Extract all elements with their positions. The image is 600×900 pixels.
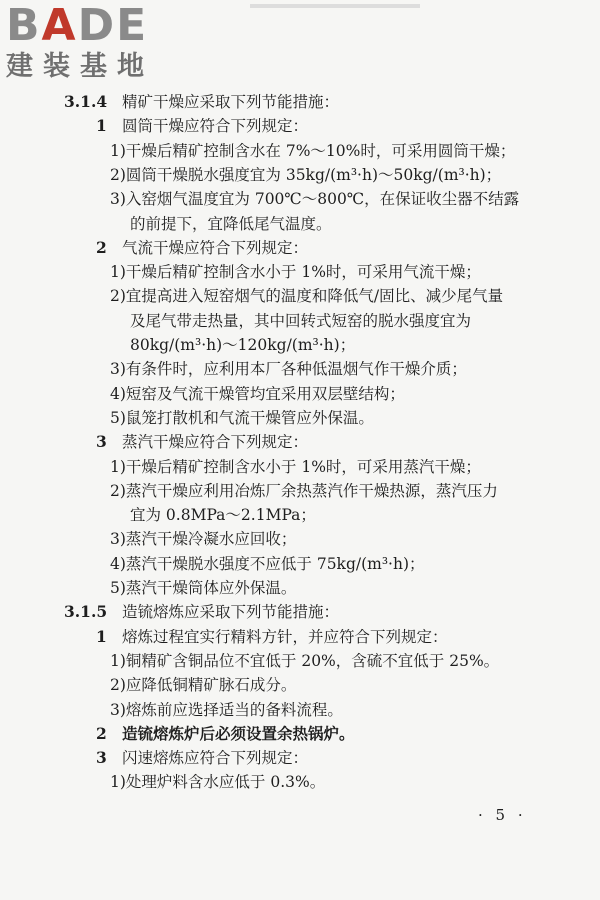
line-number: 1	[96, 116, 107, 136]
subitem-line	[110, 457, 481, 477]
line-text: 4)蒸汽干燥脱水强度不应低于 75kg/(m³·h)；	[110, 554, 425, 573]
line-text: 造锍熔炼应采取下列节能措施：	[122, 603, 340, 622]
header-rule	[250, 4, 420, 8]
line-text: 1)干燥后精矿控制含水在 7%～10%时，可采用圆筒干燥；	[110, 141, 516, 160]
line-number: 3	[96, 748, 107, 768]
line-number: 3.1.5	[64, 602, 108, 622]
line-number: 2	[96, 237, 107, 257]
item-line	[96, 627, 448, 647]
subitem-line	[110, 384, 405, 404]
subitem-line	[110, 700, 343, 720]
line-text: 3)熔炼前应选择适当的备料流程。	[110, 700, 343, 719]
line-text: 气流干燥应符合下列规定：	[122, 238, 309, 257]
line-text: 2)宜提高进入短窑烟气的温度和降低气/固比、减少尾气量	[110, 287, 504, 306]
subitem-line	[110, 675, 296, 695]
bade-logo	[6, 0, 176, 84]
section-line	[64, 92, 339, 112]
subitem-line	[110, 141, 515, 161]
subitem-line	[110, 408, 374, 428]
subitem-line	[110, 772, 325, 792]
line-text: 圆筒干燥应符合下列规定：	[122, 117, 309, 136]
line-text: 熔炼过程宜实行精料方针，并应符合下列规定：	[122, 627, 448, 646]
line-number: 3.1.4	[64, 92, 108, 111]
subitem-line	[110, 554, 425, 574]
line-text: 2)应降低铜精矿脉石成分。	[110, 676, 297, 695]
line-text: 1)处理炉料含水应低于 0.3%。	[110, 773, 326, 792]
line-text: 3)蒸汽干燥冷凝水应回收；	[110, 530, 297, 549]
line-text: 5)蒸汽干燥筒体应外保温。	[110, 579, 297, 597]
line-text: 精矿干燥应采取下列节能措施：	[122, 93, 340, 111]
line-text: 1)干燥后精矿控制含水小于 1%时，可采用蒸汽干燥；	[110, 457, 481, 476]
line-number: 3	[96, 432, 107, 452]
line-text: 宜为 0.8MPa～2.1MPa；	[130, 506, 316, 525]
continuation-line	[130, 335, 355, 355]
page-number: · 5 ·	[478, 806, 527, 824]
line-text: 2)圆筒干燥脱水强度宜为 35kg/(m³·h)～50kg/(m³·h)；	[110, 165, 502, 184]
subitem-line	[110, 578, 296, 598]
subitem-line	[110, 165, 501, 185]
logo-wordmark: BADE	[6, 0, 149, 51]
line-text: 1)铜精矿含铜品位不宜低于 20%，含硫不宜低于 25%。	[110, 651, 500, 670]
line-text: 及尾气带走热量，其中回转式短窑的脱水强度宜为	[130, 311, 472, 330]
line-number: 2	[96, 723, 107, 743]
line-text: 5)鼠笼打散机和气流干燥管应外保温。	[110, 408, 374, 427]
line-text: 3)入窑烟气温度宜为 700℃～800℃，在保证收尘器不结露	[110, 190, 520, 209]
item-line	[96, 432, 308, 452]
line-text: 蒸汽干燥应符合下列规定：	[122, 433, 309, 452]
continuation-line	[130, 311, 471, 331]
line-text: 闪速熔炼应符合下列规定：	[122, 749, 309, 768]
line-number: 1	[96, 626, 107, 646]
item-line	[96, 116, 308, 136]
subitem-line	[110, 189, 519, 209]
line-text: 80kg/(m³·h)～120kg/(m³·h)；	[130, 336, 356, 354]
continuation-line	[130, 214, 332, 234]
continuation-line	[130, 505, 316, 525]
subitem-line	[110, 286, 503, 306]
item-line	[96, 724, 355, 744]
line-text: 造锍熔炼炉后必须设置余热锅炉。	[122, 723, 355, 743]
subitem-line	[110, 262, 481, 282]
line-text: 的前提下，宜降低尾气温度。	[130, 214, 332, 233]
subitem-line	[110, 529, 296, 549]
item-line	[96, 748, 308, 768]
subitem-line	[110, 481, 498, 501]
line-text: 4)短窑及气流干燥管均宜采用双层壁结构；	[110, 384, 405, 403]
line-text: 1)干燥后精矿控制含水小于 1%时，可采用气流干燥；	[110, 263, 481, 282]
line-text: 3)有条件时，应利用本厂各种低温烟气作干燥介质；	[110, 360, 467, 379]
subitem-line	[110, 651, 499, 671]
line-text: 2)蒸汽干燥应利用冶炼厂余热蒸汽作干燥热源，蒸汽压力	[110, 481, 498, 500]
subitem-line	[110, 359, 467, 379]
logo-subtitle: 建装基地	[6, 51, 154, 82]
item-line	[96, 238, 308, 258]
section-line	[64, 602, 339, 622]
